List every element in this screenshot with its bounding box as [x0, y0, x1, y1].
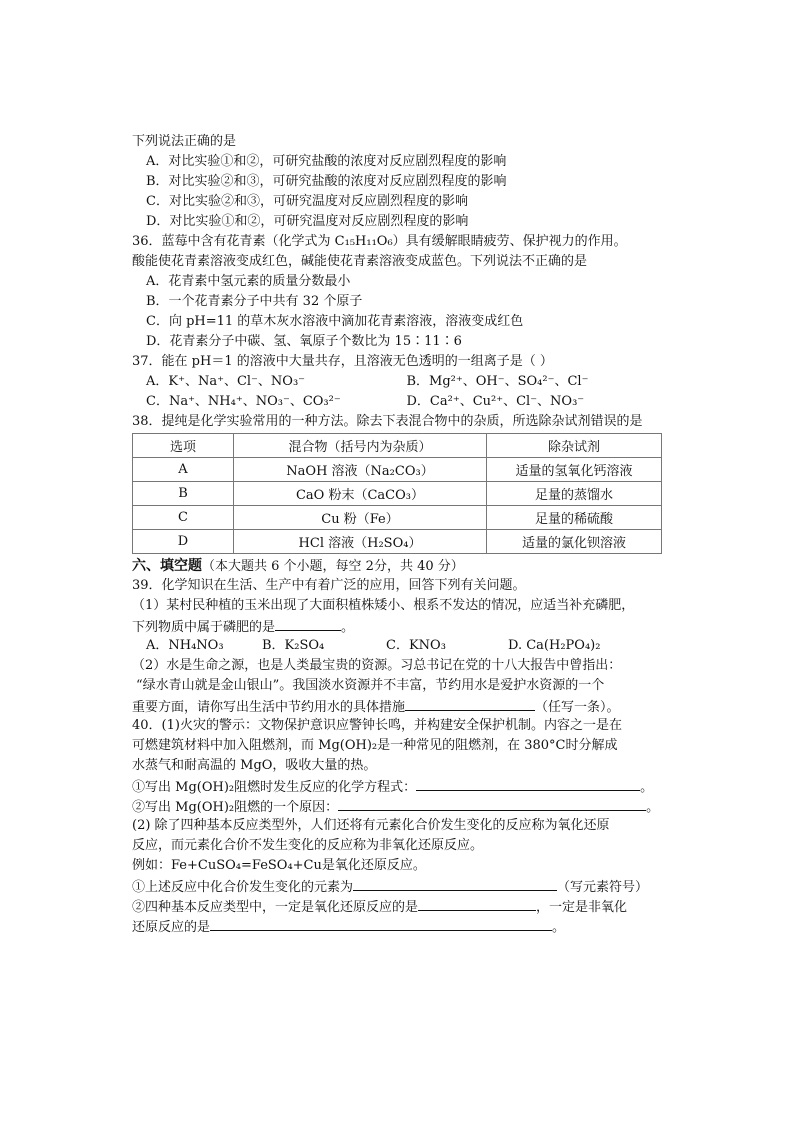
q37-option-b: B．Mg²⁺、OH⁻、SO₄²⁻、Cl⁻ — [406, 374, 589, 389]
q39-part1-line2 — [132, 616, 667, 636]
header-reagent: 除杂试剂 — [487, 434, 662, 458]
q39-part1-text: 下列物质中属于磷肥的是 — [132, 620, 276, 635]
answer-blank[interactable] — [353, 876, 557, 891]
exam-page — [132, 132, 667, 936]
cell-reagent: 足量的稀硫酸 — [487, 506, 662, 530]
q35-option-b: B．对比实验②和③，可研究盐酸的浓度对反应剧烈程度的影响 — [146, 174, 507, 189]
table-row — [133, 482, 662, 506]
punctuation: 。 — [646, 800, 660, 815]
section-note: （本大题共 6 个小题，每空 2分，共 40 分） — [202, 559, 464, 574]
q40-sub1-text: ①写出 Mg(OH)₂阻燃时发生反应的化学方程式： — [132, 780, 417, 795]
answer-blank[interactable] — [416, 776, 640, 791]
q37-option-d: D．Ca²⁺、Cu²⁺、Cl⁻、NO₃⁻ — [406, 394, 585, 409]
answer-blank[interactable] — [405, 696, 535, 711]
cell-mixture: HCl 溶液（H₂SO₄） — [234, 530, 487, 554]
q40-example: 例如：Fe+CuSO₄=FeSO₄+Cu是氧化还原反应。 — [132, 858, 426, 873]
q39-option-d: D. Ca(H₂PO₄)₂ — [508, 638, 601, 653]
cell-reagent: 适量的氢氧化钙溶液 — [487, 458, 662, 482]
cell-option: C — [133, 506, 234, 530]
cell-mixture: CaO 粉末（CaCO₃） — [234, 482, 487, 506]
q40-sub4 — [132, 896, 667, 916]
q40-sub2-text: ②写出 Mg(OH)₂阻燃的一个原因： — [132, 800, 339, 815]
q40-part2-line1: (2) 除了四种基本反应类型外，人们还将有元素化合价发生变化的反应称为氧化还原 — [132, 818, 610, 833]
section-heading — [132, 556, 667, 576]
q37-option-a: A．K⁺、Na⁺、Cl⁻、NO₃⁻ — [146, 374, 306, 389]
q36-option-b: B．一个花青素分子中共有 32 个原子 — [146, 294, 363, 309]
q36-option-c: C．向 pH=11 的草木灰水溶液中滴加花青素溶液，溶液变成红色 — [146, 314, 524, 329]
q40-line3: 水蒸气和耐高温的 MgO，吸收大量的热。 — [132, 758, 377, 773]
q39-option-b: B．K₂SO₄ — [262, 638, 325, 653]
cell-reagent: 足量的蒸馏水 — [487, 482, 662, 506]
q36-option-d: D．花青素分子中碳、氢、氧原子个数比为 15∶11∶6 — [146, 334, 462, 349]
q40-sub2 — [132, 796, 667, 816]
q40-sub4-mid: ，一定是非氧化 — [536, 900, 628, 915]
cell-option: A — [133, 458, 234, 482]
q37-options-row1 — [132, 372, 667, 392]
q39-option-a: A．NH₄NO₃ — [146, 638, 224, 653]
cell-option: B — [133, 482, 234, 506]
q36-stem-line2: 酸能使花青素溶液变成红色，碱能使花青素溶液变成蓝色。下列说法不正确的是 — [132, 254, 588, 269]
q35-option-c: C．对比实验②和③，可研究温度对反应剧烈程度的影响 — [146, 194, 468, 209]
section-title: 六、填空题 — [132, 558, 202, 574]
table-row — [133, 530, 662, 554]
punctuation: 。 — [640, 780, 654, 795]
punctuation: 。 — [552, 920, 566, 935]
q37-stem: 37．能在 pH＝1 的溶液中大量共存，且溶液无色透明的一组离子是（ ） — [132, 354, 553, 369]
q40-sub3-end: （写元素符号） — [557, 880, 649, 895]
q36-stem-line1: 36．蓝莓中含有花青素（化学式为 C₁₅H₁₁O₆）具有缓解眼睛疲劳、保护视力的作用。 — [132, 234, 627, 249]
q40-line2: 可燃建筑材料中加入阻燃剂，而 Mg(OH)₂是一种常见的阻燃剂，在 380°C时分解成 — [132, 738, 618, 753]
q40-sub4-text: ②四种基本反应类型中，一定是氧化还原反应的是 — [132, 900, 419, 915]
cell-mixture: NaOH 溶液（Na₂CO₃） — [234, 458, 487, 482]
q39-part2-end: （任写一条）。 — [535, 700, 620, 715]
answer-blank[interactable] — [210, 916, 552, 931]
q40-sub5-text: 还原反应的是 — [132, 920, 211, 935]
q38-table — [132, 433, 662, 554]
q40-sub1 — [132, 776, 667, 796]
q39-part2-line3 — [132, 696, 667, 716]
q39-part1-options — [132, 636, 667, 656]
q35-stem: 下列说法正确的是 — [132, 134, 237, 149]
q37-options-row2 — [132, 392, 667, 412]
answer-blank[interactable] — [338, 796, 646, 811]
q40-part2-line2: 反应，而元素化合价不发生变化的反应称为非氧化还原反应。 — [132, 838, 484, 853]
table-row — [133, 506, 662, 530]
q40-sub5 — [132, 916, 667, 936]
table-header-row — [133, 434, 662, 458]
q39-part2-text: 重要方面，请你写出生活中节约用水的具体措施 — [132, 700, 406, 715]
answer-blank[interactable] — [418, 896, 536, 911]
cell-option: D — [133, 530, 234, 554]
answer-blank[interactable] — [275, 616, 341, 631]
q38-stem: 38．提纯是化学实验常用的一种方法。除去下表混合物中的杂质，所选除杂试剂错误的是 — [132, 414, 643, 429]
q39-part2-line2: “绿水青山就是金山银山”。我国淡水资源并不丰富，节约用水是爱护水资源的一个 — [136, 678, 605, 693]
q40-sub3-text: ①上述反应中化合价发生变化的元素为 — [132, 880, 354, 895]
table-row — [133, 458, 662, 482]
q35-option-a: A．对比实验①和②，可研究盐酸的浓度对反应剧烈程度的影响 — [146, 154, 507, 169]
q37-option-c: C．Na⁺、NH₄⁺、NO₃⁻、CO₃²⁻ — [146, 394, 341, 409]
q39-option-c: C．KNO₃ — [386, 638, 446, 653]
q39-part2-line1: （2）水是生命之源，也是人类最宝贵的资源。习总书记在党的十八大报告中曾指出： — [132, 658, 622, 673]
q39-part1-line1: （1）某村民种植的玉米出现了大面积植株矮小、根系不发达的情况，应适当补充磷肥， — [132, 598, 635, 613]
header-mixture: 混合物（括号内为杂质） — [234, 434, 487, 458]
q40-sub3 — [132, 876, 667, 896]
q39-stem: 39．化学知识在生活、生产中有着广泛的应用，回答下列有关问题。 — [132, 578, 526, 593]
header-option: 选项 — [133, 434, 234, 458]
q36-option-a: A．花青素中氢元素的质量分数最小 — [146, 274, 351, 289]
q35-option-d: D．对比实验①和②，可研究温度对反应剧烈程度的影响 — [146, 214, 469, 229]
q40-line1: 40．(1)火灾的警示：文物保护意识应警钟长鸣，并构建安全保护机制。内容之一是在 — [132, 718, 622, 733]
punctuation: 。 — [341, 620, 355, 635]
cell-reagent: 适量的氯化钡溶液 — [487, 530, 662, 554]
cell-mixture: Cu 粉（Fe） — [234, 506, 487, 530]
